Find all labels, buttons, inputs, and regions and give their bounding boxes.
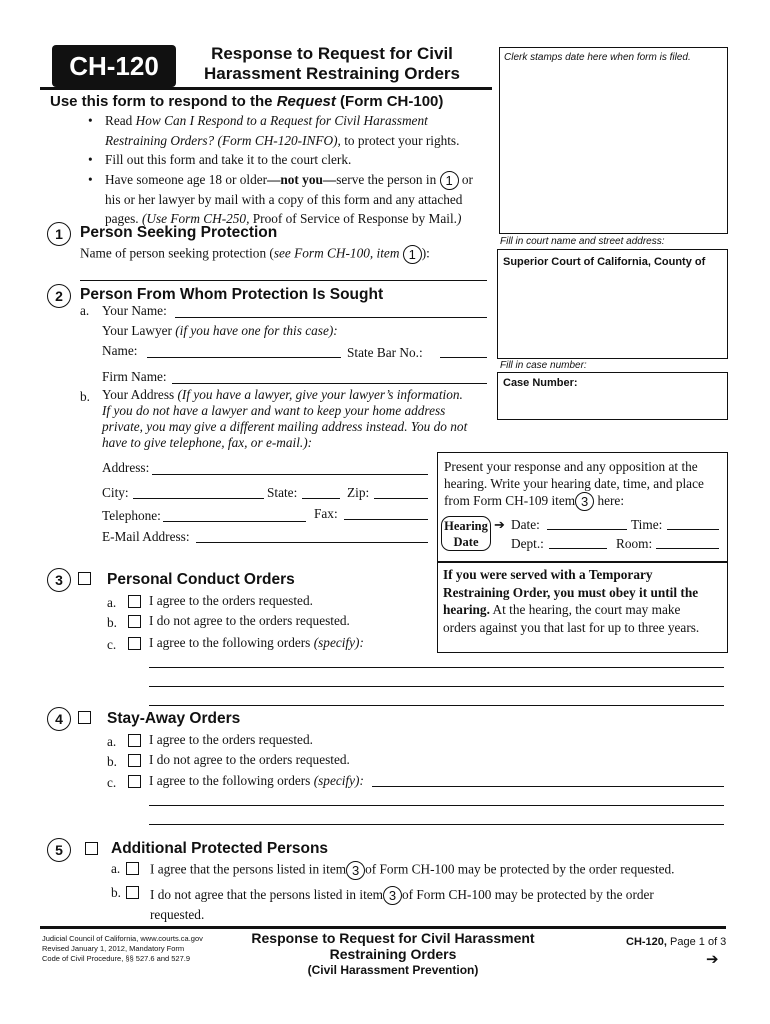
state-bar-label: State Bar No.: (347, 345, 423, 360)
case-number-box[interactable] (497, 372, 728, 420)
section-4-checkbox[interactable] (78, 711, 91, 724)
hearing-room-label: Room: (616, 536, 653, 551)
s3-b-letter: b. (107, 615, 117, 630)
firm-name-field[interactable] (172, 383, 487, 384)
intro-heading-post: (Form CH-100) (335, 93, 444, 110)
s3-a-checkbox[interactable] (128, 595, 141, 608)
s5-b-text-c: requested. (150, 907, 205, 923)
section-3-checkbox[interactable] (78, 572, 91, 585)
addr-b4: have to give telephone, fax, or e-mail.): (102, 435, 313, 450)
clerk-stamp-box[interactable] (499, 47, 728, 234)
s5-a-checkbox[interactable] (126, 862, 139, 875)
hearing-instructions (444, 458, 729, 511)
intro-heading-pre: Use this form to respond to the (50, 93, 277, 110)
s3-b-checkbox[interactable] (128, 615, 141, 628)
hearing-line3b: here: (594, 493, 625, 508)
footer-page-number: Page 1 of 3 (666, 936, 727, 948)
s4-c-checkbox[interactable] (128, 775, 141, 788)
s2-b-letter: b. (80, 389, 90, 404)
state-label: State: (267, 485, 298, 500)
s3-specify-line-2[interactable] (149, 686, 724, 687)
s3-a-letter: a. (107, 595, 117, 610)
footer-left-1: Judicial Council of California, www.courts.ca.gov (42, 934, 203, 943)
footer-title-1: Response to Request for Civil Harassment (251, 930, 535, 946)
state-bar-field[interactable] (440, 357, 487, 358)
warning-line3-bold: hearing. (443, 602, 490, 617)
section-1-number: 1 (47, 222, 71, 246)
your-address-instructions (102, 387, 497, 451)
footer-page (626, 936, 726, 948)
s5-b-checkbox[interactable] (126, 886, 139, 899)
footer-left-2: Revised January 1, 2012, Mandatory Form (42, 944, 185, 953)
bullet3-line3d: ) (456, 211, 462, 227)
section-4-title: Stay-Away Orders (107, 710, 241, 727)
your-name-field[interactable] (175, 317, 487, 318)
addr-b2: If you do not have a lawyer and want to keep your home address (102, 403, 446, 418)
form-id-block (52, 45, 176, 87)
footer-title-2: Restraining Orders (329, 946, 457, 962)
hearing-line2: hearing. Write your hearing date, time, and place (444, 476, 704, 491)
form-title (182, 44, 482, 84)
s4-c-text (149, 773, 364, 789)
fax-label: Fax: (314, 506, 338, 521)
footer-left-3: Code of Civil Procedure, §§ 527.6 and 527.9 (42, 954, 191, 963)
bullet3-line3c: Proof of Service of Response by Mail. (249, 211, 457, 227)
item-ref-3: 3 (575, 492, 594, 511)
court-hint: Fill in court name and street address: (500, 236, 665, 247)
bullet3-b: —not you— (267, 171, 337, 187)
hearing-time-label: Time: (631, 517, 663, 532)
footer-rule (40, 926, 726, 929)
state-field[interactable] (302, 498, 340, 499)
s5-a-text-a: I agree that the persons listed in item (150, 861, 347, 877)
s1-prompt-c: ): (421, 245, 430, 261)
bullet1-b: How Can I Respond to a Request for Civil Harassment (135, 113, 428, 128)
bullet2-text: Fill out this form and take it to the court clerk. (105, 152, 352, 167)
section-4-number: 4 (47, 707, 71, 731)
s4-a-checkbox[interactable] (128, 734, 141, 747)
s3-specify-line-1[interactable] (149, 667, 724, 668)
footer-left (42, 934, 203, 964)
intro-bullet-2: • Fill out this form and take it to the court clerk. (88, 152, 352, 167)
section-5-checkbox[interactable] (85, 842, 98, 855)
hearing-arrow-icon: ➔ (494, 517, 505, 532)
footer-title (228, 930, 558, 979)
s4-specify-line-3[interactable] (149, 824, 724, 825)
footer-form-id: CH-120, (626, 936, 667, 948)
bullet3-line3a: pages. (105, 211, 142, 227)
s4-specify-line-2[interactable] (149, 805, 724, 806)
s4-b-text: I do not agree to the orders requested. (149, 752, 350, 767)
warning-line4: orders against you that last for up to three years. (443, 619, 700, 635)
hearing-dept-label: Dept.: (511, 536, 544, 551)
city-label: City: (102, 485, 129, 500)
section-2-title: Person From Whom Protection Is Sought (80, 286, 384, 303)
form-title-line1: Response to Request for Civil (211, 44, 453, 63)
city-field[interactable] (133, 498, 264, 499)
bullet1-c: Restraining Orders? (Form CH-120-INFO), (105, 132, 341, 148)
warning-line3-rest: At the hearing, the court may make (489, 602, 681, 617)
bullet3-a: Have someone age 18 or older (105, 171, 268, 187)
zip-label: Zip: (347, 485, 370, 500)
footer-title-3: (Civil Harassment Prevention) (307, 963, 479, 977)
telephone-label: Telephone: (102, 508, 161, 523)
your-lawyer-b: (if you have one for this case): (175, 323, 338, 338)
email-label: E-Mail Address: (102, 529, 190, 544)
bullet1-a: Read (105, 113, 136, 128)
your-lawyer-label (102, 323, 338, 339)
section-3-number: 3 (47, 568, 71, 592)
s3-b-text: I do not agree to the orders requested. (149, 613, 350, 628)
intro-bullet-3: • Have someone age 18 or older—not you—serve the person in 1 or his or her lawyer by mail with a copy of this form and any attached pages. (Use Form CH-250, Proof of Service of Response by Mail.) (88, 171, 473, 227)
section-2-number: 2 (47, 284, 71, 308)
lawyer-name-label: Name: (102, 343, 138, 358)
court-name-box[interactable] (497, 249, 728, 359)
lawyer-name-field[interactable] (147, 357, 341, 358)
address-label: Address: (102, 460, 150, 475)
s4-b-checkbox[interactable] (128, 754, 141, 767)
s3-a-text: I agree to the orders requested. (149, 593, 313, 608)
your-lawyer-a: Your Lawyer (102, 323, 176, 338)
s4-c-text-a: I agree to the following orders (149, 773, 314, 788)
s4-specify-line-1[interactable] (372, 786, 724, 787)
hearing-time-field[interactable] (667, 529, 719, 530)
warning-line2: Restraining Order, you must obey it until the (443, 584, 699, 600)
bullet3-c: serve the person in (336, 171, 440, 187)
case-hint: Fill in case number: (500, 360, 587, 371)
s3-c-checkbox[interactable] (128, 637, 141, 650)
intro-heading-request: Request (276, 93, 336, 110)
firm-name-label: Firm Name: (102, 369, 167, 384)
court-name-text: Superior Court of California, County of (503, 256, 706, 268)
s3-specify-line-3[interactable] (149, 705, 724, 706)
addr-b3: private, you may give a different mailing address instead. You do not (102, 419, 468, 434)
section-5-title: Additional Protected Persons (111, 840, 329, 857)
bullet3-d: or (458, 171, 473, 187)
s4-b-letter: b. (107, 754, 117, 769)
header-rule (40, 87, 492, 90)
s5-a-text (150, 861, 675, 880)
bullet1-d: to protect your rights. (340, 132, 460, 148)
hearing-date-badge (441, 516, 491, 551)
bullet3-line3b: (Use Form CH-250, (141, 211, 250, 227)
s1-prompt-b: see Form CH-100, item (273, 245, 403, 261)
warning-line1: If you were served with a Temporary (443, 567, 653, 582)
section-3-title: Personal Conduct Orders (107, 571, 295, 588)
s4-c-letter: c. (107, 775, 117, 790)
s5-a-letter: a. (111, 861, 121, 876)
badge-hearing: Hearing (444, 519, 488, 533)
form-title-line2: Harassment Restraining Orders (203, 64, 461, 83)
s4-a-text: I agree to the orders requested. (149, 732, 313, 747)
section-1-title: Person Seeking Protection (80, 224, 278, 241)
hearing-dept-field[interactable] (549, 548, 607, 549)
s5-b-letter: b. (111, 885, 121, 900)
intro-heading (50, 93, 443, 110)
s3-c-text (149, 635, 364, 651)
s2-a-letter: a. (80, 303, 90, 318)
protected-person-name-field[interactable] (80, 280, 487, 281)
s3-c-text-b: (specify): (313, 635, 364, 650)
item-ref-1: 1 (440, 171, 459, 190)
s3-c-text-a: I agree to the following orders (149, 635, 314, 650)
s5-a-text-b: of Form CH-100 may be protected by the order requested. (365, 861, 675, 877)
s1-prompt-a: Name of person seeking protection ( (80, 245, 274, 261)
s4-c-text-b: (specify): (313, 773, 364, 788)
s5-b-text (150, 885, 654, 924)
s5-b-text-b: of Form CH-100 may be protected by the order (402, 887, 654, 902)
bullet3-line2: his or her lawyer by mail with a copy of this form and any attached (105, 191, 463, 207)
telephone-field[interactable] (163, 521, 306, 522)
addr-b1: (If you have a lawyer, give your lawyer’s information. (177, 387, 463, 402)
hearing-line1: Present your response and any opposition at the (444, 459, 698, 474)
s3-c-letter: c. (107, 637, 117, 652)
s4-a-letter: a. (107, 734, 117, 749)
addr-a: Your Address (102, 387, 178, 402)
section-1-prompt (80, 245, 430, 264)
section-5-number: 5 (47, 838, 71, 862)
form-id: CH-120 (69, 51, 159, 81)
address-field[interactable] (152, 474, 428, 475)
item-ref-3a: 3 (346, 861, 365, 880)
hearing-room-field[interactable] (656, 548, 719, 549)
case-number-label: Case Number: (503, 377, 578, 389)
email-field[interactable] (196, 542, 428, 543)
your-name-label: Your Name: (102, 303, 167, 318)
intro-bullets (88, 111, 488, 229)
clerk-stamp-label: Clerk stamps date here when form is filed. (504, 52, 691, 63)
s5-b-text-a: I do not agree that the persons listed in item (150, 887, 384, 902)
hearing-date-field[interactable] (547, 529, 627, 530)
next-page-arrow-icon[interactable]: ➔ (706, 952, 719, 968)
hearing-line3a: from Form CH-109 item (444, 493, 576, 508)
hearing-date-label: Date: (511, 517, 540, 532)
fax-field[interactable] (344, 519, 428, 520)
tro-warning-text (443, 566, 728, 636)
zip-field[interactable] (374, 498, 428, 499)
item-ref-1b: 1 (403, 245, 422, 264)
intro-bullet-1: • Read How Can I Respond to a Request for Civil Harassment Restraining Orders? (Form CH-120-INFO), to protect your rights. (88, 113, 460, 148)
item-ref-3b: 3 (383, 886, 402, 905)
badge-date: Date (453, 535, 479, 549)
